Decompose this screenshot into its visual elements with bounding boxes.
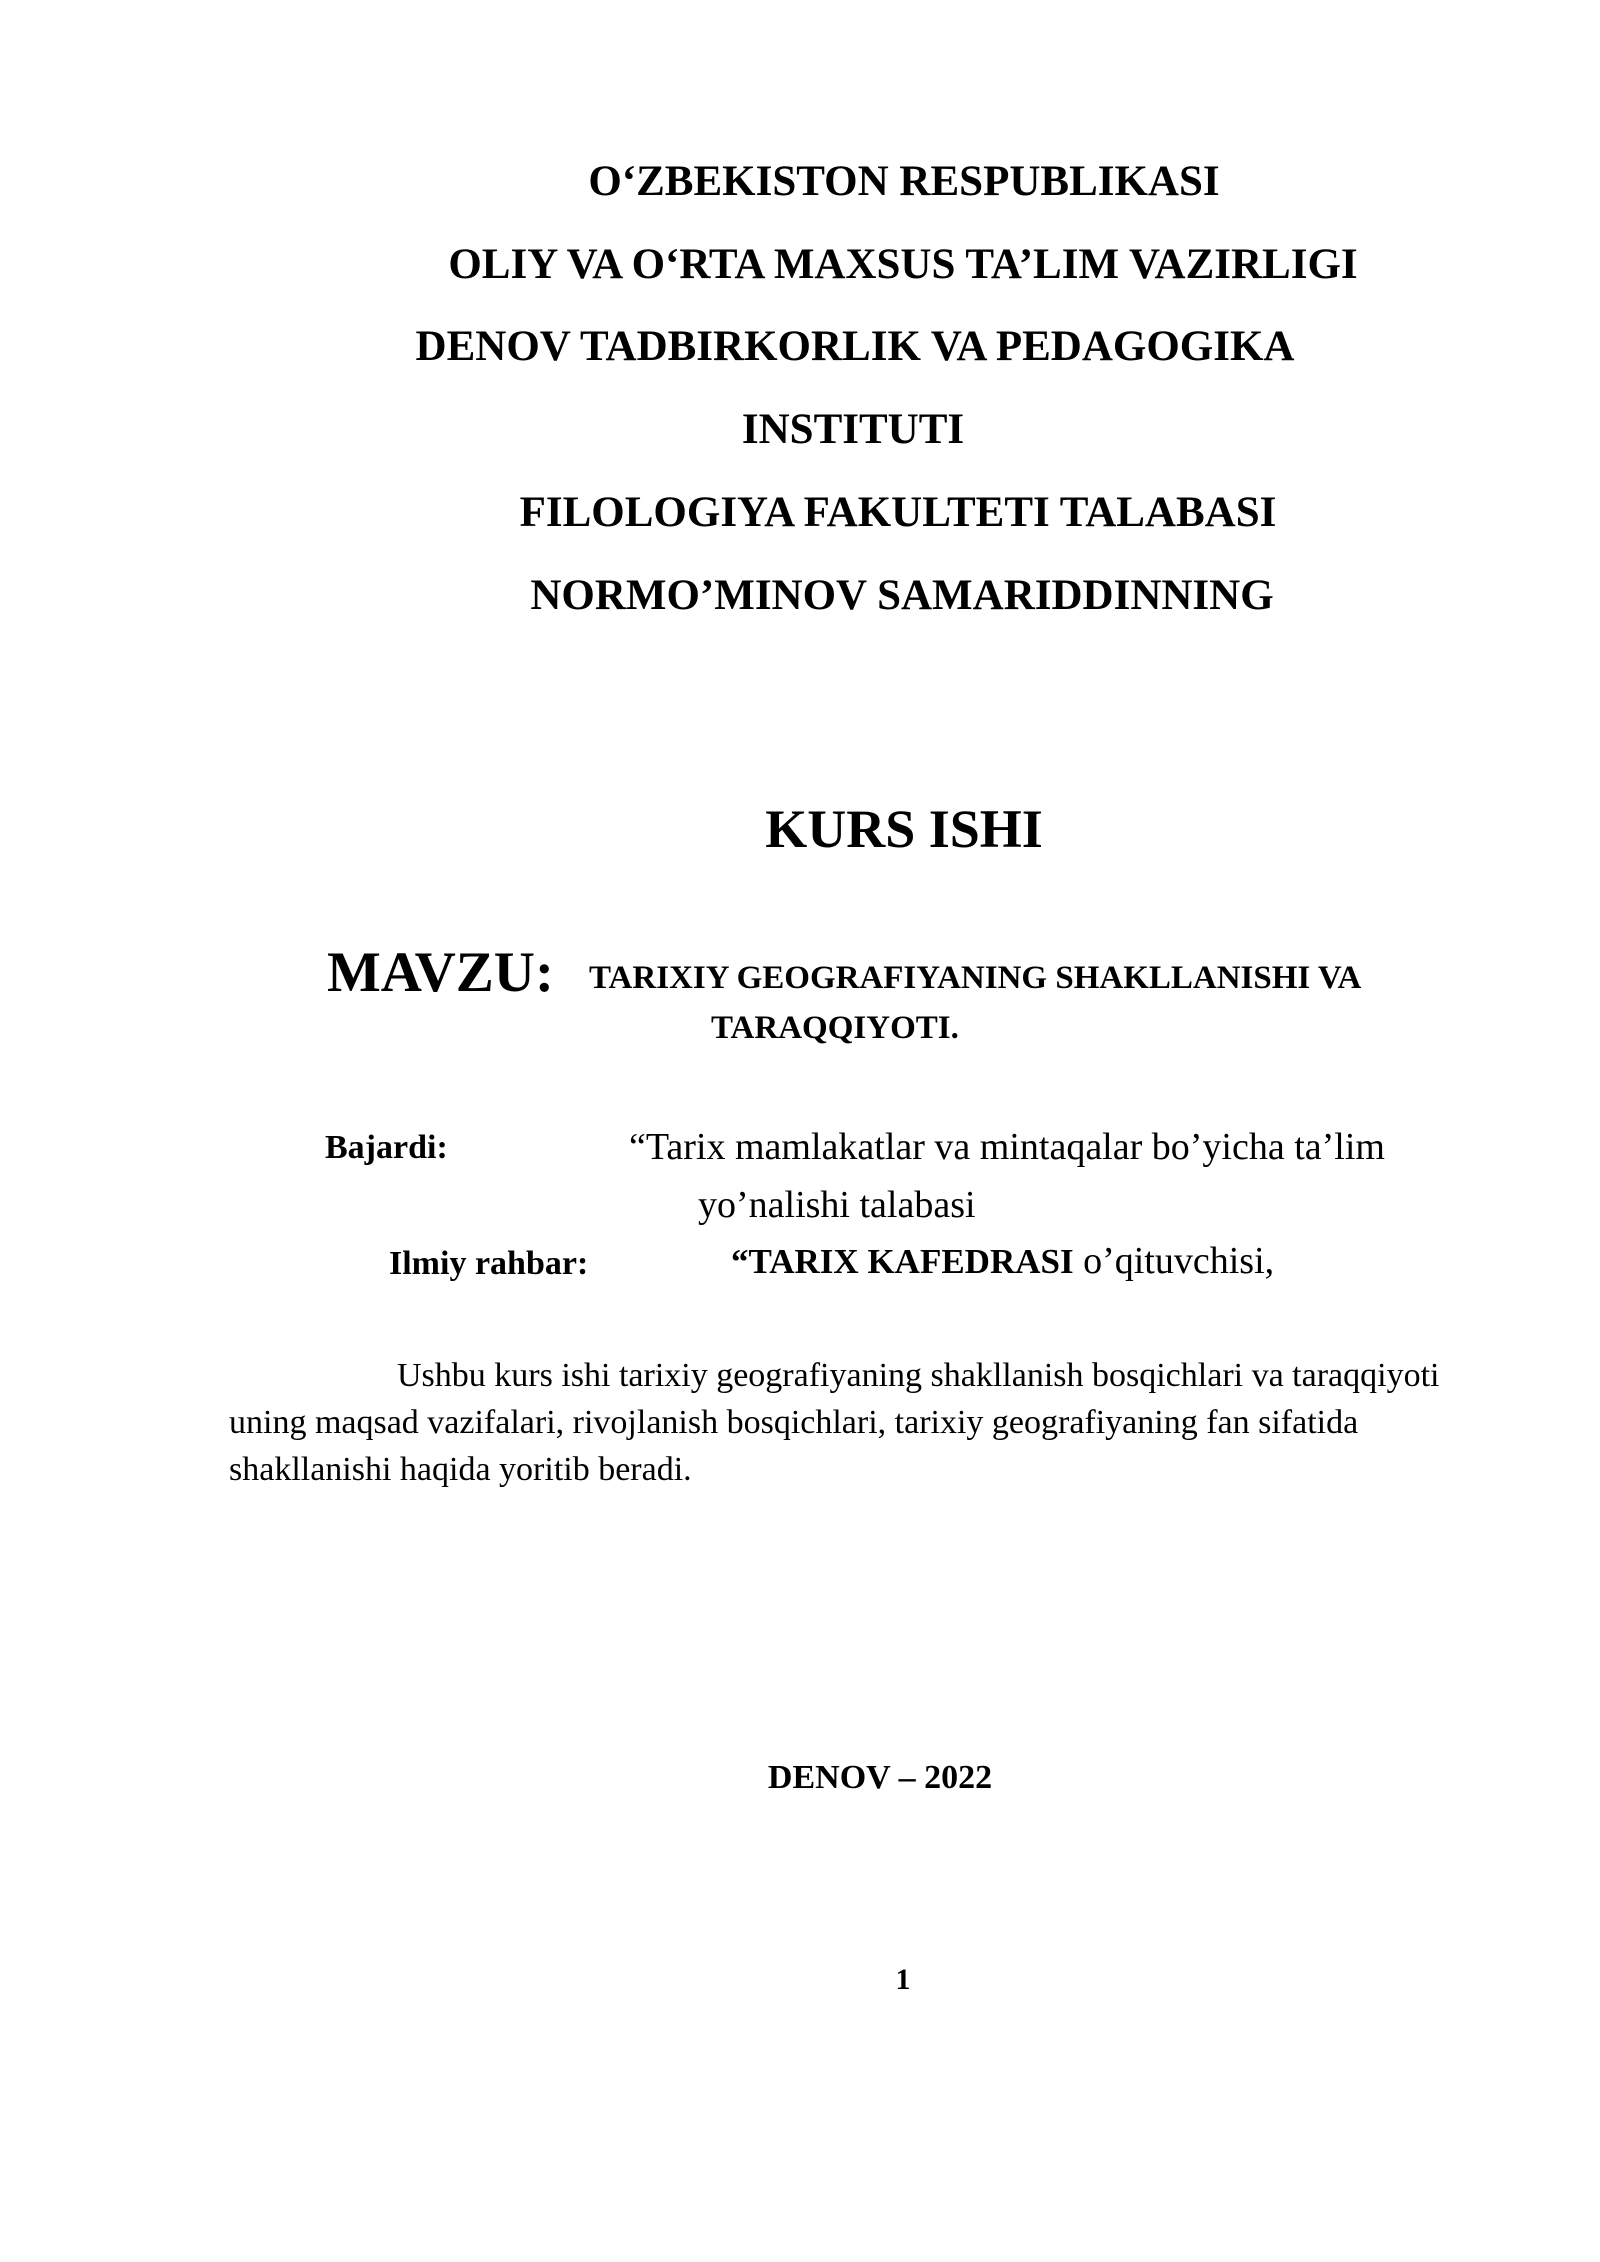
header-line-institute: DENOV TADBIRKORLIK VA PEDAGOGIKA (415, 323, 1295, 370)
header-line-ministry-country: O‘ZBEKISTON RESPUBLIKASI (588, 158, 1220, 205)
page-number: 1 (895, 1963, 911, 1996)
header-line-faculty: FILOLOGIYA FAKULTETI TALABASI (519, 489, 1277, 536)
header-line-ministry: OLIY VA O‘RTA MAXSUS TA’LIM VAZIRLIGI (448, 241, 1358, 288)
supervisor-label: Ilmiy rahbar: (389, 1245, 589, 1282)
topic-text-line2: TARAQQIYOTI. (711, 1010, 959, 1046)
supervisor-department: “TARIX KAFEDRASI (731, 1242, 1074, 1281)
header-line-institute-cont: INSTITUTI (741, 406, 965, 453)
abstract-paragraph: Ushbu kurs ishi tarixiy geografiyaning shakllanish bosqichlari va taraqqiyoti uning maqsad vazifalari, rivojlanish bosqichlari, tarixiy geografiyaning fan sifatida shakllanishi haqida yoritib beradi. (229, 1357, 1440, 1488)
supervisor-text (731, 1238, 1274, 1285)
performed-by-line1: “Tarix mamlakatlar va mintaqalar bo’yicha ta’lim (629, 1126, 1385, 1168)
performed-by-line2: yo’nalishi talabasi (698, 1184, 976, 1226)
performed-by-label: Bajardi: (325, 1129, 448, 1166)
topic-text-line1: TARIXIY GEOGRAFIYANING SHAKLLANISHI VA (589, 960, 1362, 996)
header-line-student-name: NORMO’MINOV SAMARIDDINNING (530, 572, 1274, 619)
topic-label: MAVZU: (327, 941, 554, 1004)
document-title: KURS ISHI (765, 799, 1043, 859)
supervisor-role: o’qituvchisi, (1073, 1240, 1275, 1282)
place-year: DENOV – 2022 (767, 1759, 993, 1796)
